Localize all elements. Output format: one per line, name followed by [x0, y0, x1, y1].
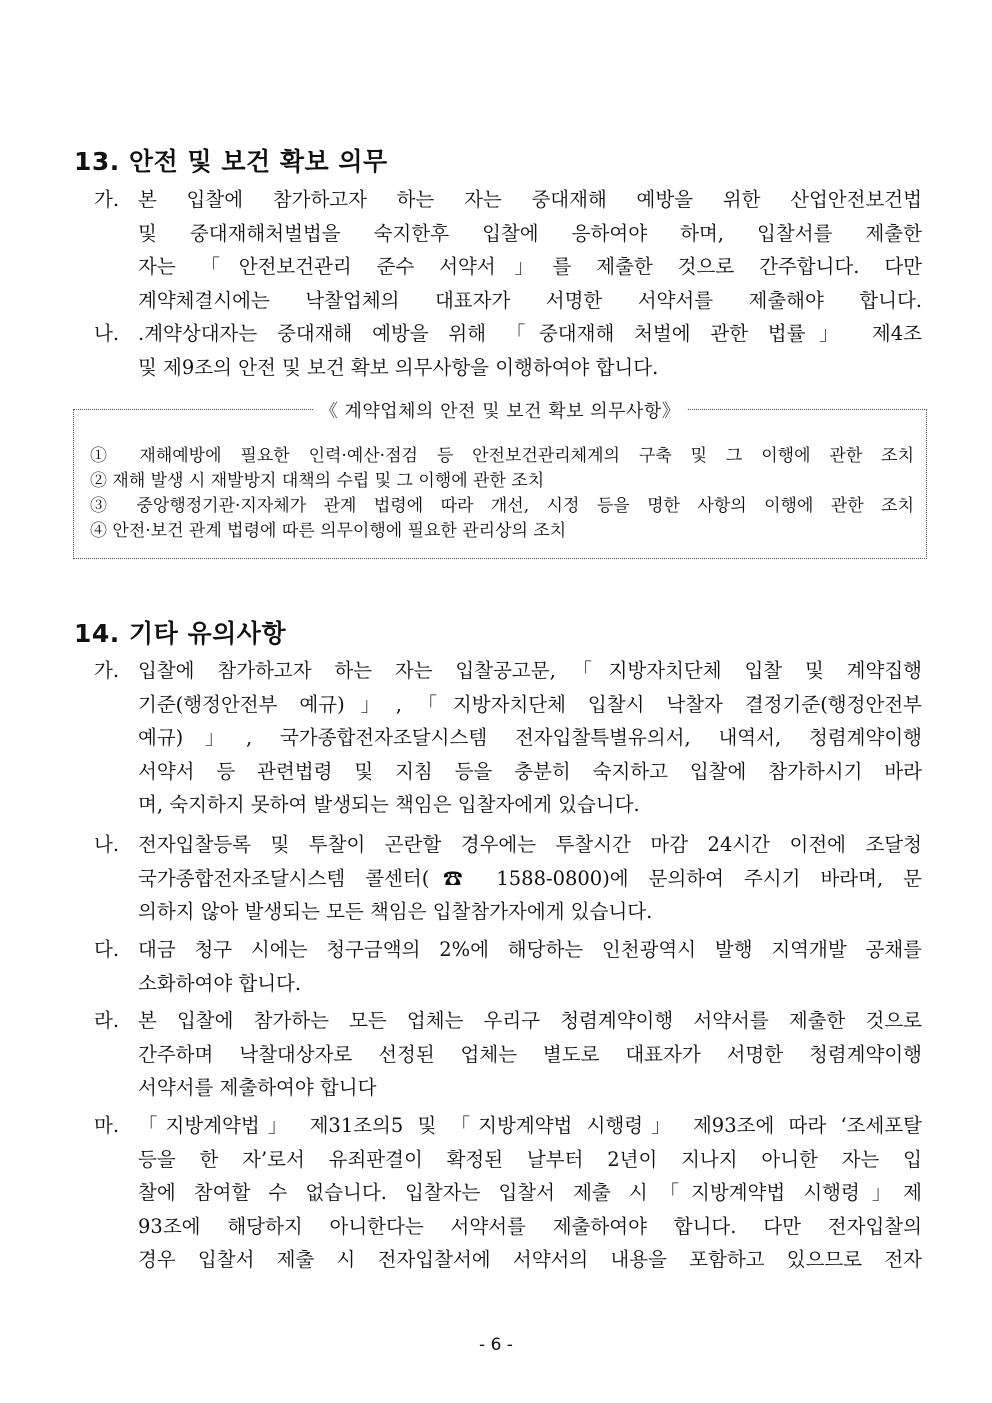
- item-text: 93조에 해당하지 아니한다는 서약서를 제출하여야 합니다. 다만 전자입찰의: [138, 1214, 922, 1238]
- item-text: 대금 청구 시에는 청구금액의 2%에 해당하는 인천광역시 발행 지역개발 공채를: [138, 938, 922, 961]
- item-line: [94, 1004, 922, 1038]
- item-line: [94, 933, 922, 967]
- box-item-list: [90, 444, 914, 544]
- item-text: 및 중대재해처벌법을 숙지한후 입찰에 응하여야 하며, 입찰서를 제출한: [138, 221, 922, 245]
- section-13-item-ga: [94, 183, 922, 317]
- box-item: ④ 안전·보건 관계 법령에 따른 의무이행에 필요한 관리상의 조치: [90, 521, 567, 541]
- item-line: [94, 1038, 922, 1072]
- item-line: [94, 217, 922, 251]
- item-line: [94, 250, 922, 284]
- box-item: ② 재해 발생 시 재발방지 대책의 수립 및 그 이행에 관한 조치: [90, 471, 545, 491]
- item-text: 등을 한 자’로서 유죄판결이 확정된 날부터 2년이 지나지 아니한 자는 입: [138, 1147, 922, 1171]
- item-text: 찰에 참여할 수 없습니다. 입찰자는 입찰서 제출 시「지방계약법 시행령」제: [138, 1181, 922, 1204]
- item-line: [94, 828, 922, 862]
- item-text: 본 입찰에 참가하고자 하는 자는 중대재해 예방을 위한 산업안전보건법: [138, 188, 922, 211]
- item-marker: 가.: [94, 188, 120, 211]
- item-line: [94, 895, 922, 929]
- section-14-item-ma: [94, 1109, 922, 1277]
- item-line: [94, 654, 922, 688]
- section-14-item-da: [94, 933, 922, 1000]
- safety-obligations-box: [73, 401, 927, 559]
- item-text: 의하지 않아 발생되는 모든 책임은 입찰참가자에게 있습니다.: [138, 900, 653, 923]
- item-text: 경우 입찰서 제출 시 전자입찰서에 서약서의 내용을 포함하고 있으므로 전자: [138, 1248, 922, 1271]
- item-text: 입찰에 참가하고자 하는 자는 입찰공고문,「지방자치단체 입찰 및 계약집행: [138, 659, 922, 682]
- item-text: 며, 숙지하지 못하여 발생되는 책임은 입찰자에게 있습니다.: [138, 793, 640, 816]
- item-text: 자는 「안전보건관리 준수 서약서」를 제출한 것으로 간주합니다. 다만: [138, 255, 922, 278]
- item-text: 「지방계약법」 제31조의5 및 「지방계약법 시행령」 제93조에 따라 ‘조세포탈: [138, 1114, 922, 1137]
- item-text: 서약서 등 관련법령 및 지침 등을 충분히 숙지하고 입찰에 참가하시기 바라: [138, 759, 922, 783]
- item-line: [94, 967, 922, 1001]
- section-13-title: 13. 안전 및 보건 확보 의무: [74, 147, 388, 176]
- item-line: [94, 788, 922, 822]
- item-marker: 라.: [94, 1009, 120, 1032]
- item-text: 및 제9조의 안전 및 보건 확보 의무사항을 이행하여야 합니다.: [138, 355, 659, 379]
- item-line: [94, 351, 922, 385]
- item-line: [94, 317, 922, 351]
- item-line: [94, 721, 922, 755]
- item-text: 계약체결시에는 낙찰업체의 대표자가 서명한 서약서를 제출해야 합니다.: [138, 288, 922, 312]
- item-line: [94, 755, 922, 789]
- item-text: 소화하여야 합니다.: [138, 971, 302, 995]
- item-line: [94, 688, 922, 722]
- item-marker: 나.: [94, 322, 120, 345]
- item-line: [94, 1143, 922, 1177]
- section-13-item-na: [94, 317, 922, 384]
- item-text: 기준(행정안전부 예규)」,「지방자치단체 입찰시 낙찰자 결정기준(행정안전부: [138, 692, 922, 716]
- item-text: 예규)」, 국가종합전자조달시스템 전자입찰특별유의서, 내역서, 청렴계약이행: [138, 726, 922, 749]
- item-line: [94, 1210, 922, 1244]
- section-14-item-na: [94, 828, 922, 929]
- item-marker: 나.: [94, 833, 120, 856]
- item-marker: 마.: [94, 1114, 120, 1137]
- box-title: 《 계약업체의 안전 및 보건 확보 의무사항》: [314, 397, 687, 423]
- item-text: 간주하며 낙찰대상자로 선정된 업체는 별도로 대표자가 서명한 청렴계약이행: [138, 1042, 922, 1066]
- item-line: [94, 1109, 922, 1143]
- page-number: - 6 -: [479, 1335, 513, 1355]
- item-text: 본 입찰에 참가하는 모든 업체는 우리구 청렴계약이행 서약서를 제출한 것으로: [138, 1009, 922, 1032]
- item-line: [94, 862, 922, 896]
- section-14-title: 14. 기타 유의사항: [74, 619, 287, 648]
- item-line: [94, 1071, 922, 1105]
- item-line: [94, 183, 922, 217]
- section-14-item-ra: [94, 1004, 922, 1105]
- item-marker: 가.: [94, 659, 120, 682]
- box-item: ① 재해예방에 필요한 인력·예산·점검 등 안전보건관리체계의 구축 및 그 이행에 관한 조치: [90, 446, 914, 466]
- item-text: 국가종합전자조달시스템 콜센터(☎ 1588-0800)에 문의하여 주시기 바라며, 문: [138, 866, 922, 890]
- item-text: 서약서를 제출하여야 합니다: [138, 1076, 377, 1099]
- item-line: [94, 1176, 922, 1210]
- item-line: [94, 1243, 922, 1277]
- item-text: 전자입찰등록 및 투찰이 곤란할 경우에는 투찰시간 마감 24시간 이전에 조달청: [138, 833, 922, 856]
- item-text: .계약상대자는 중대재해 예방을 위해 「중대재해 처벌에 관한 법률」 제4조: [138, 322, 922, 345]
- item-marker: 다.: [94, 938, 120, 961]
- section-14-item-ga: [94, 654, 922, 822]
- item-line: [94, 284, 922, 318]
- box-item: ③ 중앙행정기관·지자체가 관계 법령에 따라 개선, 시정 등을 명한 사항의 이행에 관한 조치: [90, 496, 914, 516]
